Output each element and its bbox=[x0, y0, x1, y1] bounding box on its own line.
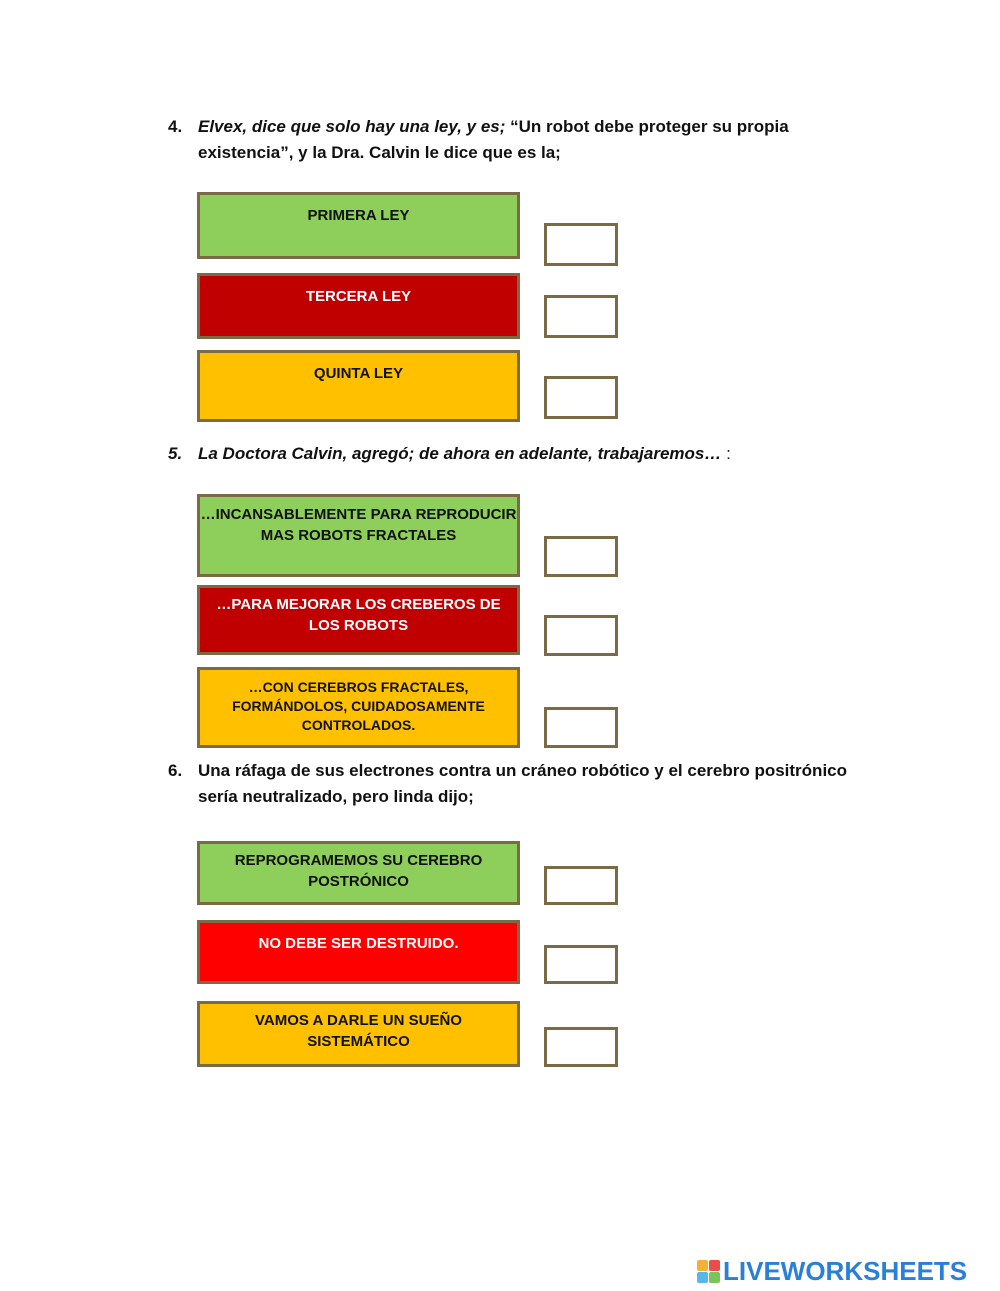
answer-box-4a[interactable] bbox=[544, 223, 618, 266]
question-text-plain: “Un robot debe proteger su propia existencia”, y la Dra. Calvin le dice que es la; bbox=[198, 117, 789, 162]
question-text bbox=[198, 758, 848, 810]
answer-box-6a[interactable] bbox=[544, 866, 618, 905]
liveworksheets-icon bbox=[697, 1260, 720, 1283]
question-number: 6. bbox=[168, 761, 183, 780]
option-5b: …PARA MEJORAR LOS CREBEROS DE LOS ROBOTS bbox=[197, 585, 520, 655]
answer-box-5a[interactable] bbox=[544, 536, 618, 577]
option-6c: VAMOS A DARLE UN SUEÑO SISTEMÁTICO bbox=[197, 1001, 520, 1067]
answer-box-6c[interactable] bbox=[544, 1027, 618, 1067]
option-4b: TERCERA LEY bbox=[197, 273, 520, 339]
question-5 bbox=[168, 441, 868, 467]
answer-box-4b[interactable] bbox=[544, 295, 618, 338]
question-text bbox=[198, 441, 868, 467]
answer-box-6b[interactable] bbox=[544, 945, 618, 984]
liveworksheets-logo bbox=[697, 1257, 967, 1285]
option-5a: …INCANSABLEMENTE PARA REPRODUCIR MAS ROBOTS FRACTALES bbox=[197, 494, 520, 577]
answer-box-5c[interactable] bbox=[544, 707, 618, 748]
question-text-plain: Una ráfaga de sus electrones contra un cráneo robótico y el cerebro positrónico sería neutralizado, pero linda dijo; bbox=[198, 761, 848, 806]
question-number: 5. bbox=[168, 444, 183, 463]
question-4 bbox=[168, 114, 868, 166]
option-4c: QUINTA LEY bbox=[197, 350, 520, 422]
question-text-italic: Elvex, dice que solo hay una ley, y es; bbox=[198, 117, 506, 136]
option-5c: …CON CEREBROS FRACTALES, FORMÁNDOLOS, CUIDADOSAMENTE CONTROLADOS. bbox=[197, 667, 520, 748]
logo-text: LIVEWORKSHEETS bbox=[723, 1255, 968, 1286]
option-6a: REPROGRAMEMOS SU CEREBRO POSTRÓNICO bbox=[197, 841, 520, 905]
answer-box-4c[interactable] bbox=[544, 376, 618, 419]
question-text bbox=[198, 114, 868, 166]
option-6b: NO DEBE SER DESTRUIDO. bbox=[197, 920, 520, 984]
answer-box-5b[interactable] bbox=[544, 615, 618, 656]
question-text-plain: : bbox=[721, 444, 731, 463]
question-6 bbox=[168, 758, 848, 810]
question-text-italic: La Doctora Calvin, agregó; de ahora en adelante, trabajaremos… bbox=[198, 444, 722, 463]
question-number: 4. bbox=[168, 117, 183, 136]
option-4a: PRIMERA LEY bbox=[197, 192, 520, 259]
